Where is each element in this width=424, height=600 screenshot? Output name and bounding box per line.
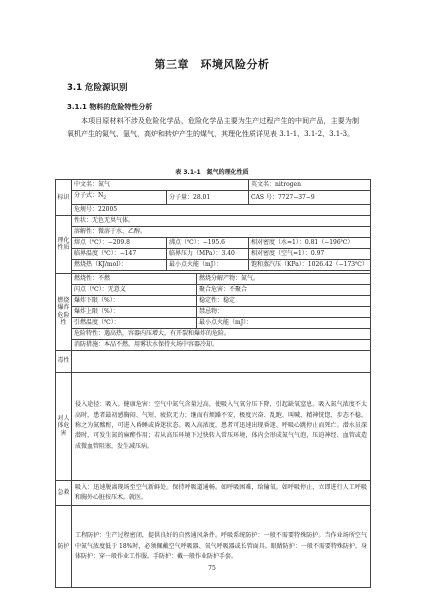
table-row xyxy=(56,204,371,215)
category-protect: 防护 xyxy=(56,506,72,588)
cell-polymerization: 聚合危害：不聚合 xyxy=(197,284,371,295)
cell-rel-density-air: 相对密度（空气=1）：0.97 xyxy=(249,248,371,259)
cell-flash-point: 闪点（℃）：无意义 xyxy=(72,284,197,295)
table-row xyxy=(56,226,371,237)
cell-protection: 工程防护：生产过程密闭，提供良好的自然通风条件。呼吸系统防护：一般不需要特殊防护。当作业场所空气中氮气浓度低于 18%时，必须佩戴空气呼吸器、氧气呼吸器或长管面具。眼睛防护：一般不需要特殊防护。身体防护：穿一般作业工作服。手防护：戴一般作业防护手套。 xyxy=(72,506,371,588)
cell-melting: 熔点（℃）：−209.8 xyxy=(72,237,167,248)
table-row xyxy=(56,328,371,339)
table-row xyxy=(56,215,371,226)
cell-combustibility: 燃烧性：不燃 xyxy=(72,273,197,284)
cell-appearance: 性状：无色无臭气体。 xyxy=(72,215,371,226)
table-caption: 表 3.1-1 氮气的理化性质 xyxy=(175,169,249,176)
cell-formula xyxy=(72,191,167,205)
cell-explosion-lower: 爆炸下限（%）： xyxy=(72,295,197,306)
cell-incompatible: 禁忌物： xyxy=(197,306,371,317)
chapter-title: 第三章 环境风险分析 xyxy=(154,58,270,71)
table-row xyxy=(56,284,371,295)
cell-en-name: 英文名：nitrogen xyxy=(249,180,371,191)
cell-heat-combustion: 燃烧热（KJ/mol）： xyxy=(72,259,167,270)
cell-hazard-character: 危险特性：遇高热，容器内压增大，有开裂和爆炸的危险。 xyxy=(72,328,371,339)
body-paragraph: 本项目原材料不涉及危险化学品，危险化学品主要为生产过程产生的中间产品，主要为制氧机产生的氮气、氩气，高炉和转炉产生的煤气，其理化性质详见表 3.1-1、3.1-2、3.1-3。 xyxy=(67,117,359,138)
table-row xyxy=(56,339,371,350)
cell-first-aid: 吸入：迅速脱离现场至空气新鲜处。保持呼吸道通畅。如呼吸困难，给输氧。如呼吸停止，立即进行人工呼吸和胸外心脏按压术。就医。 xyxy=(72,480,371,506)
cell-min-ignition: 最小点火能（mJ）： xyxy=(167,259,249,270)
cell-rel-density-water: 相对密度（水=1）：0.81（−196℃） xyxy=(249,237,371,248)
page-number: 75 xyxy=(208,565,216,572)
cell-stability: 稳定性：稳定 xyxy=(197,295,371,306)
cell-explosion-upper: 爆炸上限（%）： xyxy=(72,306,197,317)
cell-min-ignition2: 最小点火能（mJ）： xyxy=(197,317,371,328)
cell-crit-pressure: 临界压力（MPa）：3.40 xyxy=(167,248,249,259)
category-phys: 理化性质 xyxy=(56,215,72,273)
cell-extinguishing: 消防措施：本品不燃。用雾状水保持火场中容器冷却。 xyxy=(72,339,371,350)
category-health: 对人体危害 xyxy=(56,372,72,480)
table-row xyxy=(56,259,371,270)
table-row xyxy=(56,273,371,284)
table-row xyxy=(56,317,371,328)
formula-text: 分子式：N xyxy=(74,192,104,199)
table-row xyxy=(56,237,371,248)
cell-toxicity xyxy=(72,350,371,372)
cell-boiling: 沸点（℃）：−195.6 xyxy=(167,237,249,248)
table-row xyxy=(56,248,371,259)
category-ident: 标识 xyxy=(56,180,72,216)
cell-crit-temp: 临界温度（℃）：−147 xyxy=(72,248,167,259)
table-row xyxy=(56,350,371,372)
table-row xyxy=(56,480,371,506)
table-row xyxy=(56,191,371,205)
table-row xyxy=(56,306,371,317)
cell-health-hazard: 侵入途径：吸入。健康危害：空气中氮气含量过高，使吸入气氧分压下降，引起缺氧窒息。吸入氮气浓度不太高时，患者最初感胸闷、气短、疲软无力；继而有烦躁不安、极度兴奋、乱跑、叫喊、精神恍惚、步态不稳，称之为氮酩酊，可进入昏睡或昏迷状态。吸入高浓度，患者可迅速出现昏迷、呼吸心跳停止而死亡。潜水员深潜时，可发生氮的麻醉作用；若从高压环境下过快转入常压环境，体内会形成氮气气泡，压迫神经、血管或造成微血管阻塞，发生减压病。 xyxy=(72,372,371,480)
table-row xyxy=(56,180,371,191)
nitrogen-properties-table xyxy=(55,179,371,588)
category-aid: 急救 xyxy=(56,480,72,506)
table-row xyxy=(56,372,371,480)
cell-mol-weight: 分子量：28.01 xyxy=(167,191,249,205)
category-fire: 燃烧爆炸危险性 xyxy=(56,273,72,350)
formula-subscript: 2 xyxy=(103,196,107,202)
cell-cas: CAS 号：7727−37−9 xyxy=(249,191,371,205)
cell-vapor-pressure: 饱和蒸汽压（KPa）：1026.42（−173℃） xyxy=(249,259,371,270)
table-row xyxy=(56,295,371,306)
subsection-title: 3.1.1 物料的危险特性分析 xyxy=(67,103,153,111)
cell-cn-name: 中文名：氮气 xyxy=(72,180,249,191)
cell-solubility: 溶解性：微溶于水、乙醇。 xyxy=(72,226,371,237)
cell-combustion-products: 燃烧分解产物：氮气。 xyxy=(197,273,371,284)
table-row xyxy=(56,506,371,588)
category-toxic: 毒性 xyxy=(56,350,72,372)
cell-hazard-no: 危规号：22005 xyxy=(72,204,371,215)
cell-autoignition: 引燃温度（℃）： xyxy=(72,317,197,328)
section-title: 3.1 危险源识别 xyxy=(67,83,128,93)
